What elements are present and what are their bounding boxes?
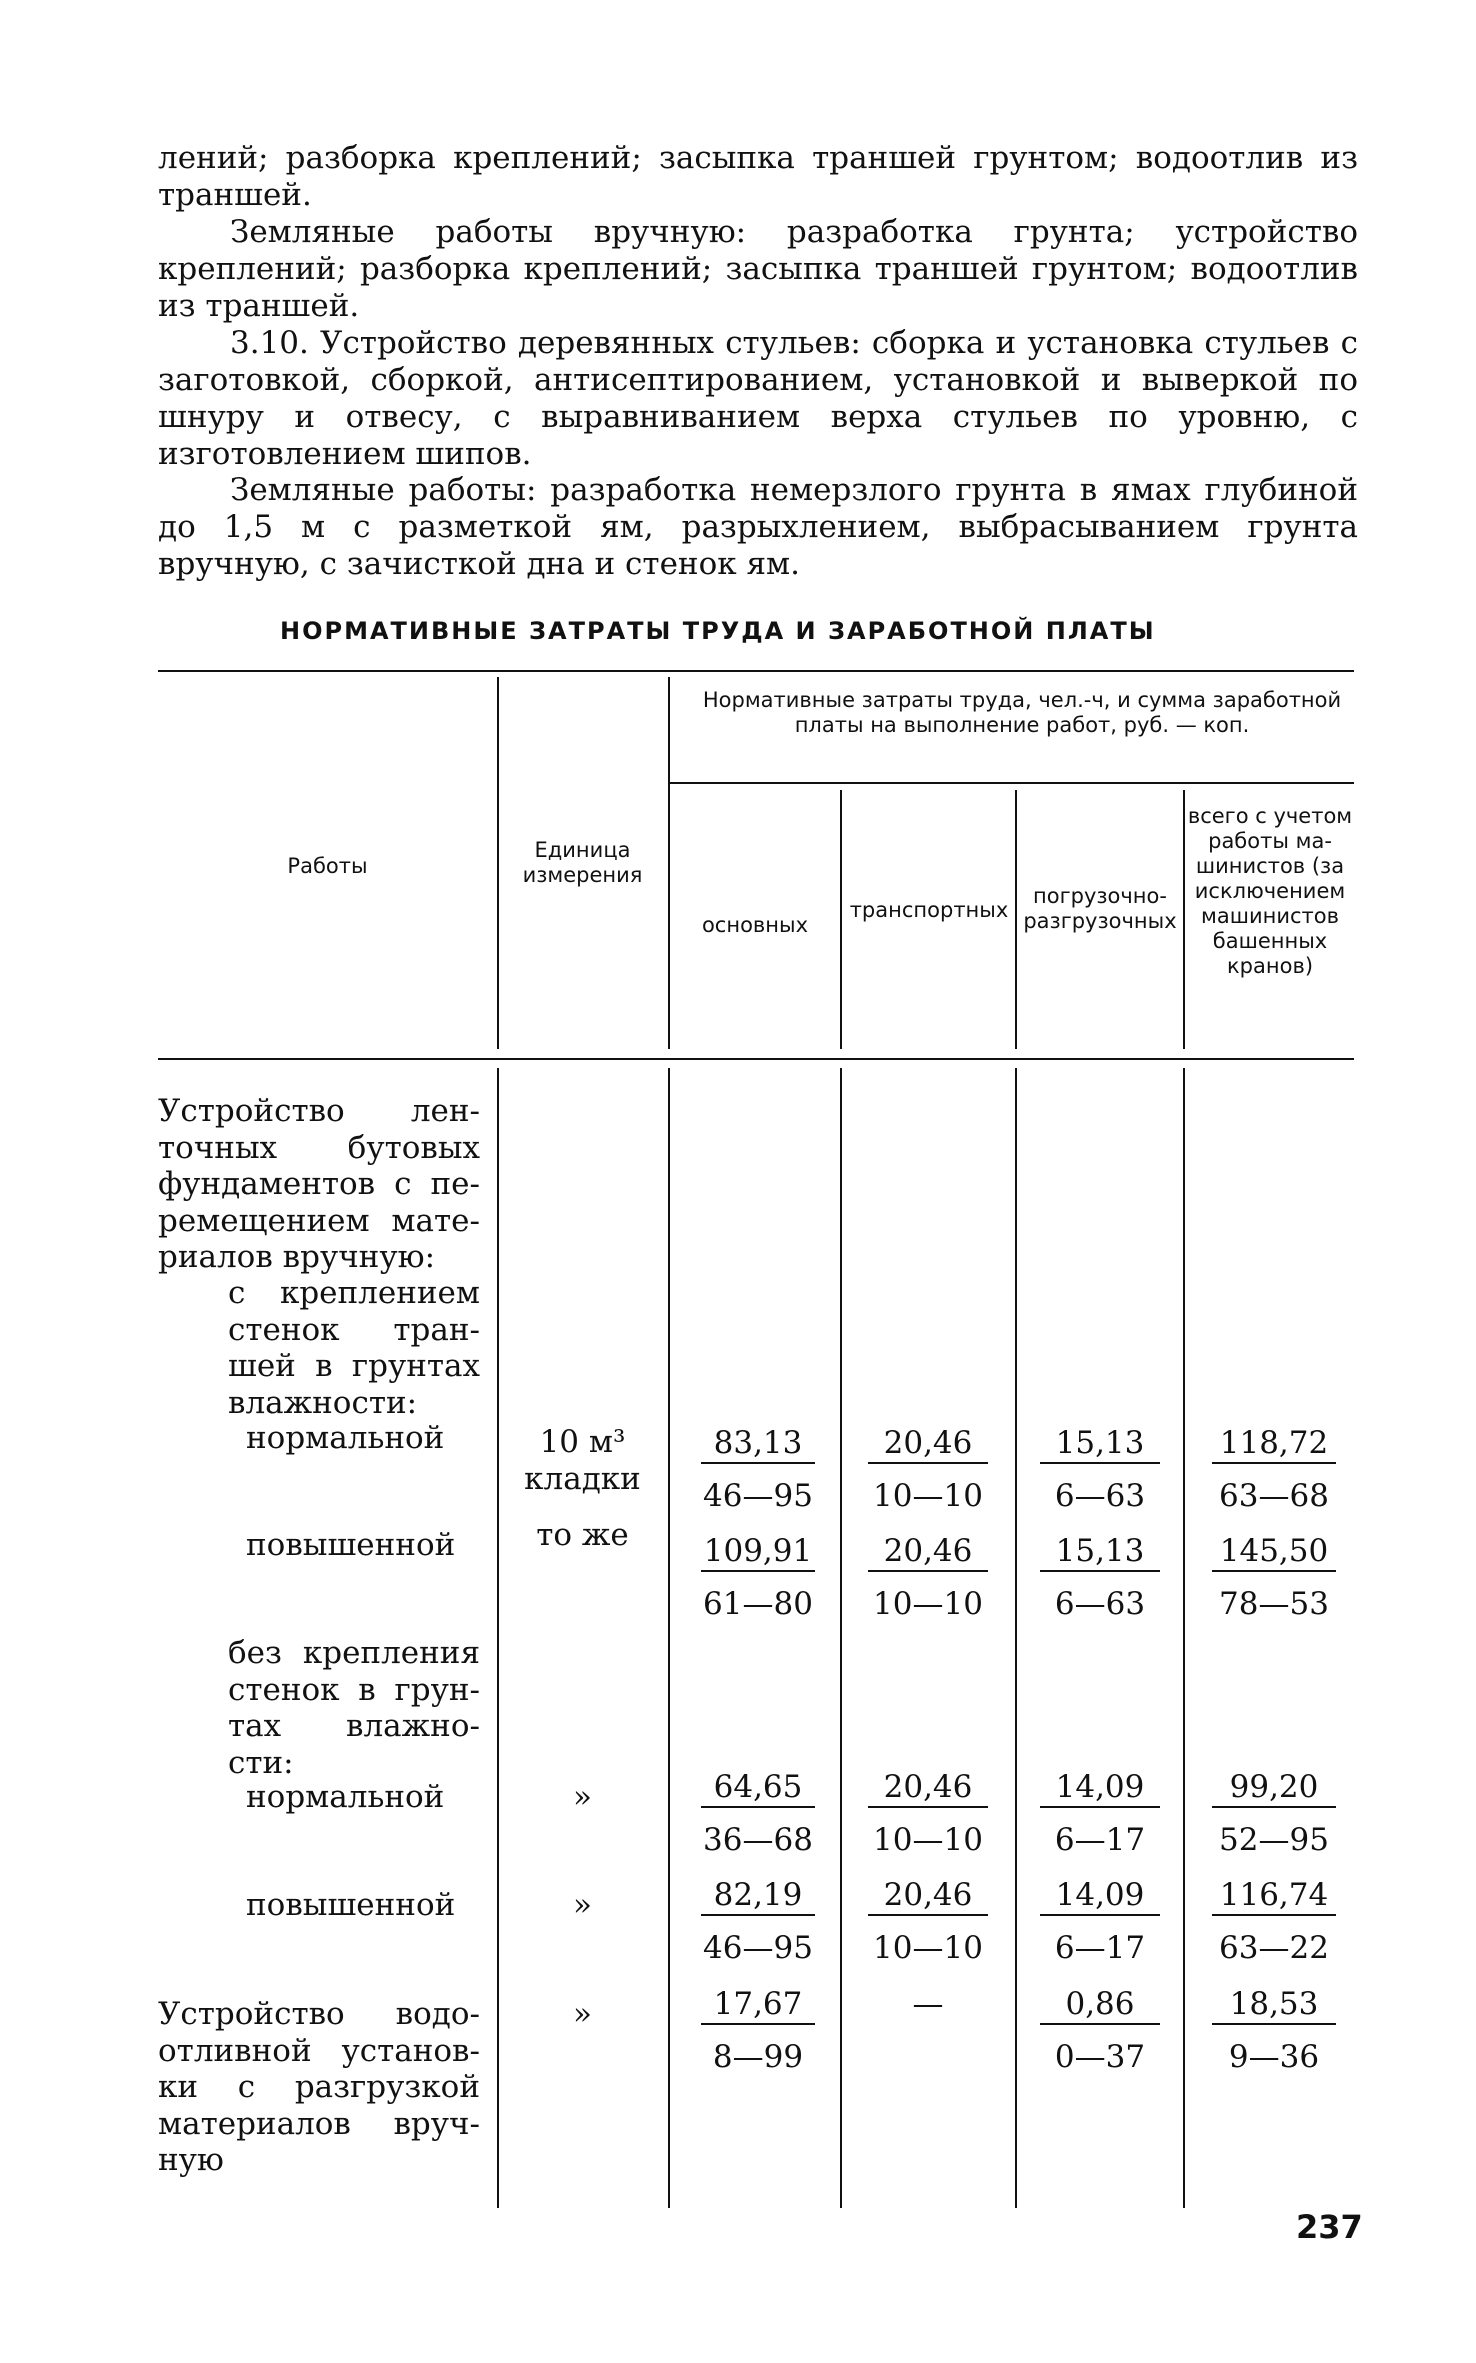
row-label-normal-1: нормальной (246, 1420, 445, 1456)
row-label-without-shoring: без крепления стенок в грунтах влажности: (228, 1635, 480, 1781)
row-label-normal-2: нормальной (246, 1779, 445, 1815)
value-total-wage: 52—95 (1219, 1822, 1329, 1858)
unit-ditto-mark-1: » (573, 1779, 592, 1815)
value-basic-wage: 46—95 (703, 1930, 813, 1966)
col-divider-4 (1015, 1068, 1017, 2208)
paragraph-2: Земляные работы вручную: разработка грунта; устройство креплений; разборка креплений; засыпка траншей грунтом; водоотлив из траншей. (158, 214, 1358, 324)
paragraph-3: 3.10. Устройство деревянных стульев: сборка и установка стульев с заготовкой, сборкой, антисептированием, установкой и выверкой по шнуру и отвесу, с выравниванием верха стульев по уровню, с изготовлением шипов. (158, 325, 1358, 472)
unit-ditto: то же (536, 1517, 629, 1553)
value-total-hours: 145,50 (1212, 1532, 1336, 1572)
header-loading: погрузочно-разгрузочных (1023, 884, 1177, 933)
value-loading-wage: 6—63 (1054, 1586, 1146, 1622)
value-loading-hours: 0,86 (1040, 1985, 1160, 2025)
unit-ditto-mark-2: » (573, 1887, 592, 1923)
row-label-drainage: Устройство водоотливной установки с разгрузкой материалов вручную (158, 1996, 480, 2178)
value-basic-hours: 83,13 (701, 1424, 815, 1464)
value-transport-dash: — (912, 1986, 944, 2022)
col-divider-3 (840, 1068, 842, 2208)
header-bottom-rule (158, 1058, 1354, 1060)
value-total-wage: 78—53 (1219, 1586, 1329, 1622)
value-basic-hours: 109,91 (701, 1532, 815, 1572)
value-transport-wage: 10—10 (873, 1930, 983, 1966)
value-basic-hours: 17,67 (701, 1985, 815, 2025)
value-loading-hours: 14,09 (1040, 1768, 1160, 1808)
value-loading-hours: 14,09 (1040, 1876, 1160, 1916)
row-label-with-shoring: с креплением стенок траншей в грунтах влажности: (228, 1275, 480, 1421)
value-total-hours: 116,74 (1212, 1876, 1336, 1916)
group-header-rule (670, 782, 1354, 784)
table-title: НОРМАТИВНЫЕ ЗАТРАТЫ ТРУДА И ЗАРАБОТНОЙ ПЛАТЫ (280, 617, 1156, 645)
value-loading-wage: 6—17 (1054, 1930, 1146, 1966)
value-transport-hours: 20,46 (868, 1424, 988, 1464)
value-transport-wage: 10—10 (873, 1822, 983, 1858)
value-transport-hours: 20,46 (868, 1876, 988, 1916)
value-total-hours: 99,20 (1212, 1768, 1336, 1808)
page-number: 237 (1296, 2208, 1363, 2246)
value-transport-hours: 20,46 (868, 1768, 988, 1808)
row-label-raised-2: повышенной (246, 1887, 456, 1923)
value-basic-wage: 46—95 (703, 1478, 813, 1514)
value-basic-hours: 64,65 (701, 1768, 815, 1808)
col-divider-2-header (668, 677, 670, 1049)
value-total-wage: 9—36 (1228, 2039, 1320, 2075)
paragraph-1: лений; разборка креплений; засыпка траншей грунтом; водоотлив из траншей. (158, 140, 1358, 213)
value-total-hours: 18,53 (1212, 1985, 1336, 2025)
value-loading-wage: 6—63 (1054, 1478, 1146, 1514)
col-divider-5-header (1183, 790, 1185, 1049)
unit-masonry: 10 м³ кладки (524, 1424, 641, 1497)
paragraph-4: Земляные работы: разработка немерзлого грунта в ямах глубиной до 1,5 м с разметкой ям, разрыхлением, выбрасыванием грунта вручную, с зачисткой дна и стенок ям. (158, 472, 1358, 582)
col-divider-2 (668, 1068, 670, 2208)
value-basic-wage: 36—68 (703, 1822, 813, 1858)
header-works: Работы (287, 854, 368, 878)
header-transport: транспортных (849, 898, 1009, 922)
col-divider-1 (497, 1068, 499, 2208)
header-total: всего с учетом работы машинистов (за исключением машинистов башенных кранов) (1187, 804, 1353, 978)
col-divider-5 (1183, 1068, 1185, 2208)
col-divider-3-header (840, 790, 842, 1049)
value-loading-wage: 6—17 (1054, 1822, 1146, 1858)
value-basic-wage: 8—99 (712, 2039, 804, 2075)
value-total-wage: 63—22 (1219, 1930, 1329, 1966)
value-total-hours: 118,72 (1212, 1424, 1336, 1464)
header-basic: основных (701, 913, 809, 937)
value-loading-wage: 0—37 (1054, 2039, 1146, 2075)
value-transport-wage: 10—10 (873, 1586, 983, 1622)
value-loading-hours: 15,13 (1040, 1532, 1160, 1572)
header-unit: Единица измерения (522, 838, 643, 887)
row-label-strip-foundations: Устройство ленточных бутовых фундаментов с перемещением материалов вручную: (158, 1093, 480, 1275)
header-group: Нормативные затраты труда, чел.-ч, и сумма заработной платы на выполнение работ, руб. — коп. (702, 688, 1342, 737)
value-total-wage: 63—68 (1219, 1478, 1329, 1514)
value-basic-wage: 61—80 (703, 1586, 813, 1622)
value-loading-hours: 15,13 (1040, 1424, 1160, 1464)
row-label-raised-1: повышенной (246, 1527, 456, 1563)
value-transport-hours: 20,46 (868, 1532, 988, 1572)
table-top-rule (158, 670, 1354, 672)
unit-ditto-mark-3: » (573, 1996, 592, 2032)
value-transport-wage: 10—10 (873, 1478, 983, 1514)
value-basic-hours: 82,19 (701, 1876, 815, 1916)
